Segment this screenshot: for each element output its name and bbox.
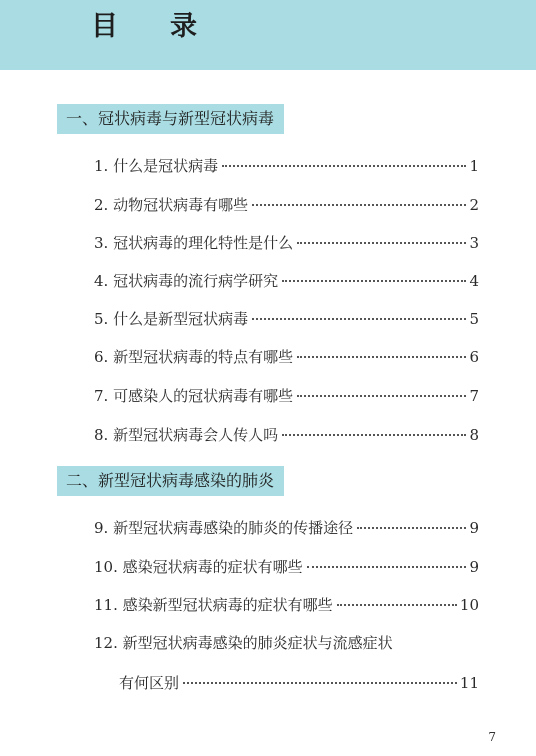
toc-entry-page: 4 — [469, 272, 479, 290]
dot-leader — [337, 604, 457, 606]
header-band — [0, 0, 536, 70]
toc-entry-page: 10 — [459, 596, 479, 614]
toc-entry-title: 8. 新型冠状病毒会人传人吗 — [94, 426, 279, 444]
toc-entry-page: 6 — [469, 348, 479, 366]
toc-entry-page: 11 — [459, 674, 479, 692]
toc-entry-title: 10. 感染冠状病毒的症状有哪些 — [94, 558, 303, 576]
page-number: 7 — [488, 730, 496, 744]
dot-leader — [252, 204, 466, 206]
dot-leader — [357, 527, 466, 529]
toc-entry-title: 11. 感染新型冠状病毒的症状有哪些 — [94, 596, 333, 614]
toc-entry[interactable] — [94, 384, 479, 408]
toc-entry-page: 3 — [469, 234, 479, 252]
dot-leader — [252, 318, 466, 320]
dot-leader — [297, 242, 466, 244]
dot-leader — [183, 682, 457, 684]
toc-entry[interactable] — [94, 193, 479, 217]
toc-entry-page: 9 — [469, 558, 479, 576]
toc-entry-title: 9. 新型冠状病毒感染的肺炎的传播途径 — [94, 519, 354, 537]
toc-entry[interactable] — [94, 269, 479, 293]
section-heading-1: 一、冠状病毒与新型冠状病毒 — [57, 104, 284, 134]
toc-entry[interactable] — [94, 345, 479, 369]
toc-entry-title: 7. 可感染人的冠状病毒有哪些 — [94, 387, 294, 405]
dot-leader — [282, 280, 466, 282]
toc-entry[interactable] — [94, 555, 479, 579]
toc-entry-page: 9 — [469, 519, 479, 537]
toc-entry[interactable] — [94, 231, 479, 255]
toc-entry[interactable] — [94, 154, 479, 178]
toc-entry-title: 5. 什么是新型冠状病毒 — [94, 310, 249, 328]
dot-leader — [307, 566, 467, 568]
toc-entry-page: 2 — [469, 196, 479, 214]
page-title: 目录 — [91, 11, 249, 42]
toc-entry[interactable] — [94, 423, 479, 447]
dot-leader — [222, 165, 466, 167]
toc-entry-page: 5 — [469, 310, 479, 328]
toc-entry[interactable] — [94, 307, 479, 331]
toc-entry[interactable] — [94, 593, 479, 617]
toc-entry-title: 6. 新型冠状病毒的特点有哪些 — [94, 348, 294, 366]
toc-entry-page: 1 — [469, 157, 479, 175]
toc-entry-title: 3. 冠状病毒的理化特性是什么 — [94, 234, 294, 252]
toc-entry-title-line2: 有何区别 — [119, 674, 180, 692]
toc-entry-page: 7 — [469, 387, 479, 405]
toc-entry-page: 8 — [469, 426, 479, 444]
toc-entry[interactable] — [119, 671, 479, 695]
section-heading-2: 二、新型冠状病毒感染的肺炎 — [57, 466, 284, 496]
dot-leader — [282, 434, 466, 436]
dot-leader — [297, 395, 466, 397]
toc-entry-title: 2. 动物冠状病毒有哪些 — [94, 196, 249, 214]
toc-entry-title: 4. 冠状病毒的流行病学研究 — [94, 272, 279, 290]
dot-leader — [297, 356, 466, 358]
toc-entry-title-line1[interactable]: 12. 新型冠状病毒感染的肺炎症状与流感症状 — [94, 634, 393, 652]
toc-entry-title: 1. 什么是冠状病毒 — [94, 157, 219, 175]
toc-entry[interactable] — [94, 516, 479, 540]
